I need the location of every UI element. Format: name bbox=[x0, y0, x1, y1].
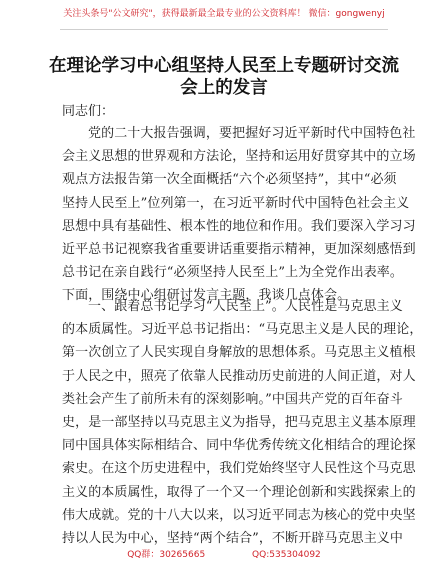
document-title bbox=[40, 55, 408, 99]
paragraph-line: 一、跟着总书记学习“人民至上”。人民性是马克思主义 bbox=[88, 299, 403, 314]
paragraph-line: 观点方法报告第一次全面概括“六个必须坚持”，其中“必须 bbox=[62, 172, 397, 188]
title-line-1: 在理论学习中心组坚持人民至上专题研讨交流 bbox=[49, 56, 399, 76]
paragraph-line: 近平总书记视察我省重要讲话重要指示精神，更加深刻感悟到 bbox=[62, 241, 416, 257]
promo-banner: 关注头条号"公文研究"，获得最新最全最专业的公文资料库！ 微信：gongwenyj bbox=[63, 9, 385, 19]
paragraph-line: 第一次创立了人民实现自身解放的思想体系。马克思主义植根 bbox=[62, 345, 416, 361]
paragraph-line: 会主义思想的世界观和方法论，坚持和运用好贯穿其中的立场 bbox=[62, 149, 416, 165]
paragraph-line: 类社会产生了前所未有的深刻影响。”中国共产党的百年奋斗 bbox=[62, 391, 403, 407]
paragraph-line: 索史。在这个历史进程中，我们党始终坚守人民性这个马克思 bbox=[62, 461, 416, 477]
footer-qq-group: QQ群：30265665 bbox=[127, 550, 206, 560]
paragraph-line: 同中国具体实际相结合、同中华优秀传统文化相结合的理论探 bbox=[62, 438, 416, 454]
paragraph-line: 党的二十大报告强调，要把握好习近平新时代中国特色社 bbox=[88, 126, 416, 141]
paragraph-line: 坚持人民至上”位列第一，在习近平新时代中国特色社会主义 bbox=[62, 195, 410, 211]
paragraph-line: 主义的本质属性，取得了一个又一个理论创新和实践探索上的 bbox=[62, 484, 416, 500]
paragraph-line: 的本质属性。习近平总书记指出：“马克思主义是人民的理论， bbox=[62, 322, 423, 338]
banner-divider bbox=[60, 29, 388, 30]
paragraph-line: 下面，围绕中心组研讨发言主题，我谈几点体会。 bbox=[62, 288, 351, 304]
paragraph-line: 思想中具有基础性、根本性的地位和作用。我们要深入学习习 bbox=[62, 218, 416, 234]
paragraph-section-1 bbox=[62, 295, 423, 550]
paragraph-intro bbox=[62, 122, 416, 308]
greeting: 同志们： bbox=[62, 104, 115, 119]
title-line-2: 会上的发言 bbox=[180, 78, 268, 98]
footer-qq: QQ:535304092 bbox=[252, 550, 321, 560]
paragraph-line: 于人民之中，照亮了依靠人民推动历史前进的人间正道，对人 bbox=[62, 368, 416, 384]
paragraph-line: 史，是一部坚持以马克思主义为指导，把马克思主义基本原理 bbox=[62, 414, 416, 430]
page-footer bbox=[0, 549, 448, 561]
paragraph-line: 持以人民为中心，坚持“两个结合”，不断开辟马克思主义中 bbox=[62, 530, 403, 546]
paragraph-line: 总书记在亲自践行“必须坚持人民至上”上为全党作出表率。 bbox=[62, 265, 403, 281]
paragraph-line: 伟大成就。党的十八大以来，以习近平同志为核心的党中央坚 bbox=[62, 507, 416, 523]
